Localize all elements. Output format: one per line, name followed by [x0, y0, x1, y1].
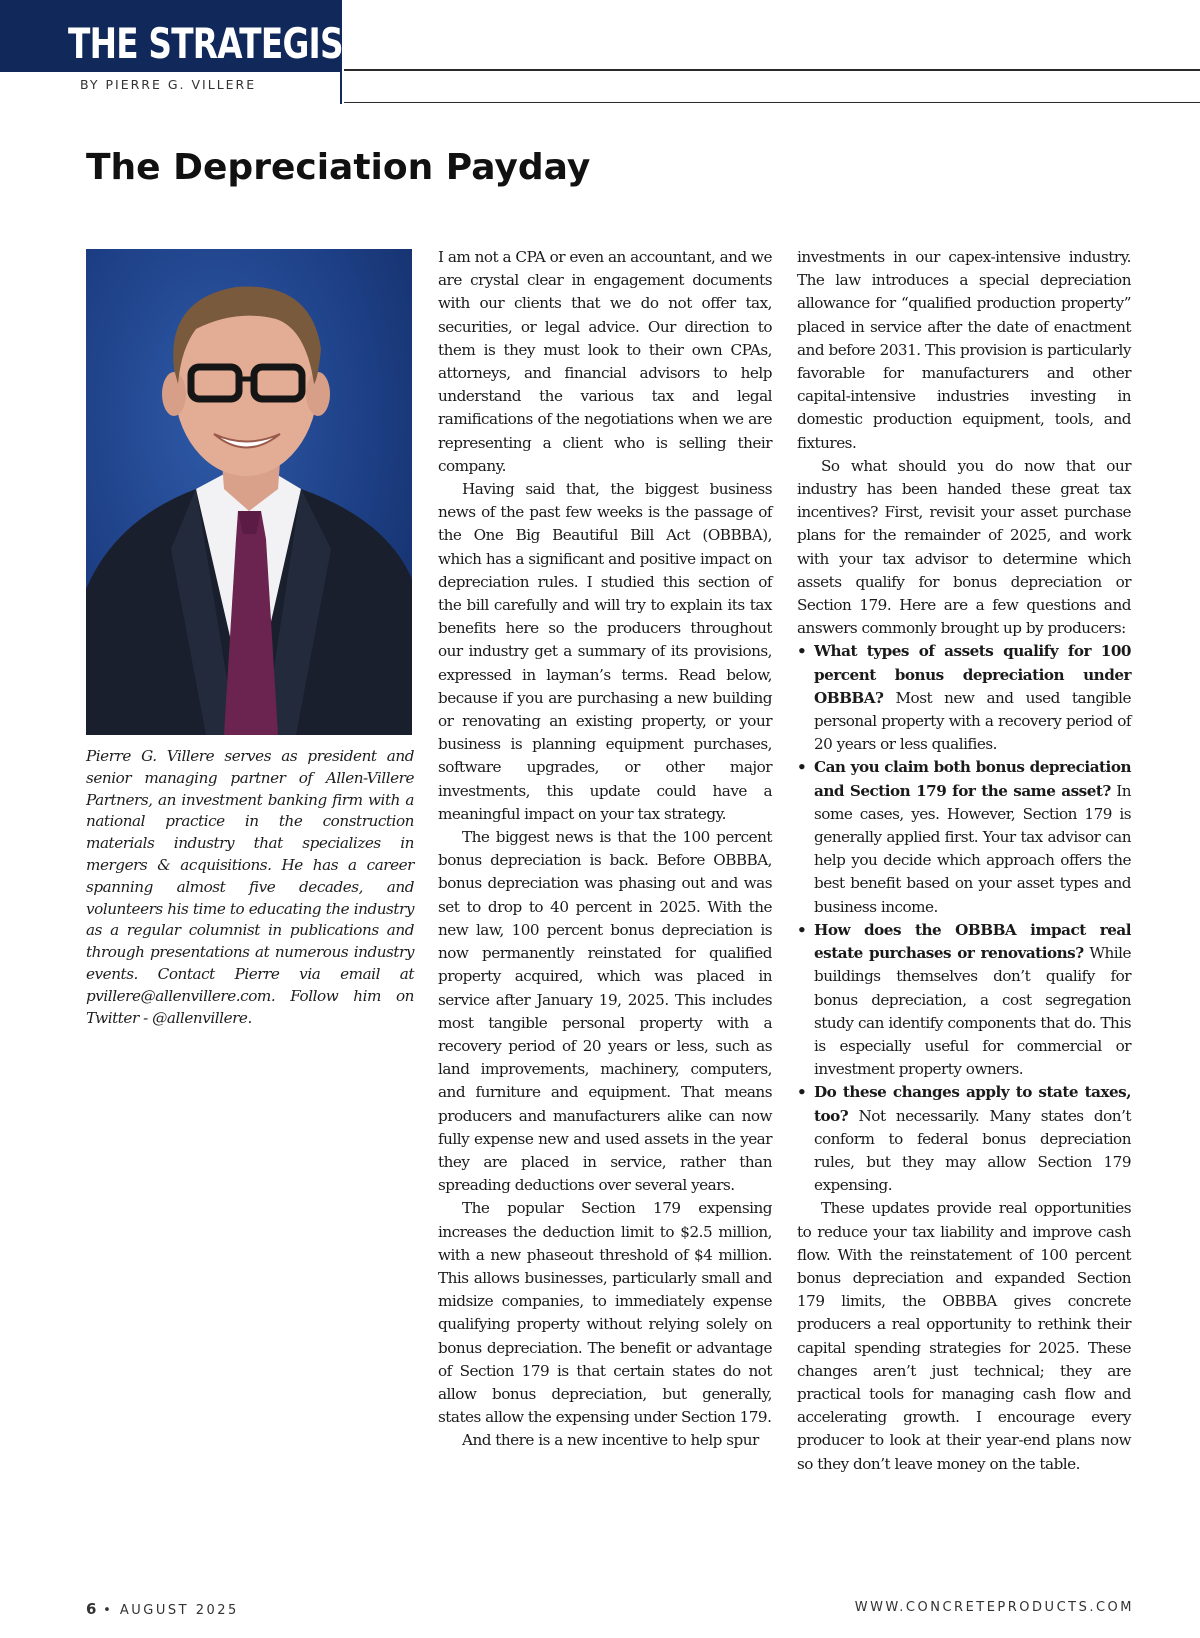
- bullet-icon: •: [797, 642, 807, 661]
- bullet-icon: •: [797, 758, 807, 777]
- list-item: [797, 919, 1131, 1081]
- paragraph: So what should you do now that our industry has been handed these great tax incentives? First, revisit your asset purchase plans for the remainder of 2025, and work with your tax advisor to determine which assets qualify for bonus depreciation or Section 179. Here are a few questions and answers commonly brought up by producers:: [797, 456, 1131, 638]
- footer-folio: [86, 1600, 239, 1618]
- answer: Not necessarily. Many states don’t conform to federal bonus depreciation rules, but they may allow Section 179 expensing.: [814, 1106, 1132, 1195]
- author-bio: Pierre G. Villere serves as president and senior managing partner of Allen-Villere Partners, an investment banking firm with a national practice in the construction materials industry that specializes in mergers & acquisitions. He has a career spanning almost five decades, and volunteers his time to educating the industry as a regular columnist in publications and through presentations at numerous industry events. Contact Pierre via email at pvillere@allenvillere.com. Follow him on Twitter - @allenvillere.: [86, 747, 414, 1027]
- question: What types of assets qualify for 100 percent bonus depreciation under OBBBA?: [814, 642, 1131, 707]
- issue-date: AUGUST 2025: [119, 1603, 239, 1618]
- header-rule-bottom: [344, 102, 1200, 103]
- header-rule-top: [344, 69, 1200, 71]
- qa-list: [797, 640, 1131, 1197]
- paragraph: The biggest news is that the 100 percent bonus depreciation is back. Before OBBBA, bonus depreciation was phasing out and was set to drop to 40 percent in 2025. With the new law, 100 percent bonus depreciation is now permanently reinstated for qualified property acquired, which was placed in service after January 19, 2025. This includes most tangible personal property with a recovery period of 20 years or less, such as land improvements, machinery, computers, and furniture and equipment. That means producers and manufacturers alike can now fully expense new and used assets in the year they are placed in service, rather than spreading deductions over several years.: [438, 828, 772, 1195]
- list-item: [797, 640, 1131, 756]
- paragraph: These updates provide real opportunities to reduce your tax liability and improve cash flow. With the reinstatement of 100 percent bonus depreciation and expanded Section 179 limits, the OBBBA gives concrete producers a real opportunity to rethink their capital spending strategies for 2025. These changes aren’t just technical; they are practical tools for managing cash flow and accelerating growth. I encourage every producer to look at their year-end plans now so they don’t leave money on the table.: [797, 1199, 1131, 1473]
- bullet-icon: •: [797, 920, 807, 939]
- question: Do these changes apply to state taxes, too?: [814, 1083, 1131, 1125]
- article-column-2: [797, 246, 1131, 1476]
- article-headline: The Depreciation Payday: [86, 147, 591, 188]
- question: How does the OBBBA impact real estate purchases or renovations?: [814, 920, 1131, 963]
- author-portrait-icon: [86, 249, 412, 735]
- answer: In some cases, yes. However, Section 179 is generally applied first. Your tax advisor can help you decide which approach offers the best benefit based on your asset types and business income.: [814, 781, 1132, 916]
- answer: While buildings themselves don’t qualify for bonus depreciation, a cost segregation study can identify components that do. This is especially useful for commercial or investment property owners.: [814, 944, 1131, 1079]
- footer-website: WWW.CONCRETEPRODUCTS.COM: [854, 1600, 1134, 1615]
- list-item: [797, 1081, 1131, 1197]
- paragraph: investments in our capex-intensive industry. The law introduces a special depreciation allowance for “qualified production property” placed in service after the date of enactment and before 2031. This provision is particularly favorable for manufacturers and other capital-intensive industries investing in domestic production equipment, tools, and fixtures.: [797, 248, 1131, 452]
- paragraph: The popular Section 179 expensing increases the deduction limit to $2.5 million, with a new phaseout threshold of $4 million. This allows businesses, particularly small and midsize companies, to immediately expense qualifying property without relying solely on bonus depreciation. The benefit or advantage of Section 179 is that certain states do not allow bonus depreciation, but generally, states allow the expensing under Section 179.: [438, 1199, 772, 1427]
- bullet-icon: •: [797, 1083, 807, 1102]
- list-item: [797, 756, 1131, 918]
- paragraph: Having said that, the biggest business news of the past few weeks is the passage of the One Big Beautiful Bill Act (OBBBA), which has a significant and positive impact on depreciation rules. I studied this section of the bill carefully and will try to explain its tax benefits here so the producers throughout our industry get a summary of its provisions, expressed in layman’s terms. Read below, because if you are purchasing a new building or renovating an existing property, or your business is planning equipment purchases, software upgrades, or other major investments, this update could have a meaningful impact on your tax strategy.: [438, 480, 772, 823]
- article-column-1: [438, 246, 772, 1453]
- masthead-byline: BY PIERRE G. VILLERE: [80, 77, 257, 92]
- page-number: 6: [86, 1600, 97, 1618]
- paragraph: And there is a new incentive to help spur: [462, 1431, 759, 1450]
- question: Can you claim both bonus depreciation and Section 179 for the same asset?: [814, 758, 1131, 800]
- masthead-title: THE STRATEGIST: [68, 19, 365, 68]
- paragraph: I am not a CPA or even an accountant, and we are crystal clear in engagement documents with our clients that we do not offer tax, securities, or legal advice. Our direction to them is they must look to their own CPAs, attorneys, and financial advisors to help understand the various tax and legal ramifications of the negotiations when we are representing a client who is selling their company.: [438, 248, 772, 475]
- answer: Most new and used tangible personal property with a recovery period of 20 years or less qualifies.: [814, 688, 1132, 754]
- author-photo: [86, 249, 412, 735]
- footer-separator: •: [96, 1603, 120, 1618]
